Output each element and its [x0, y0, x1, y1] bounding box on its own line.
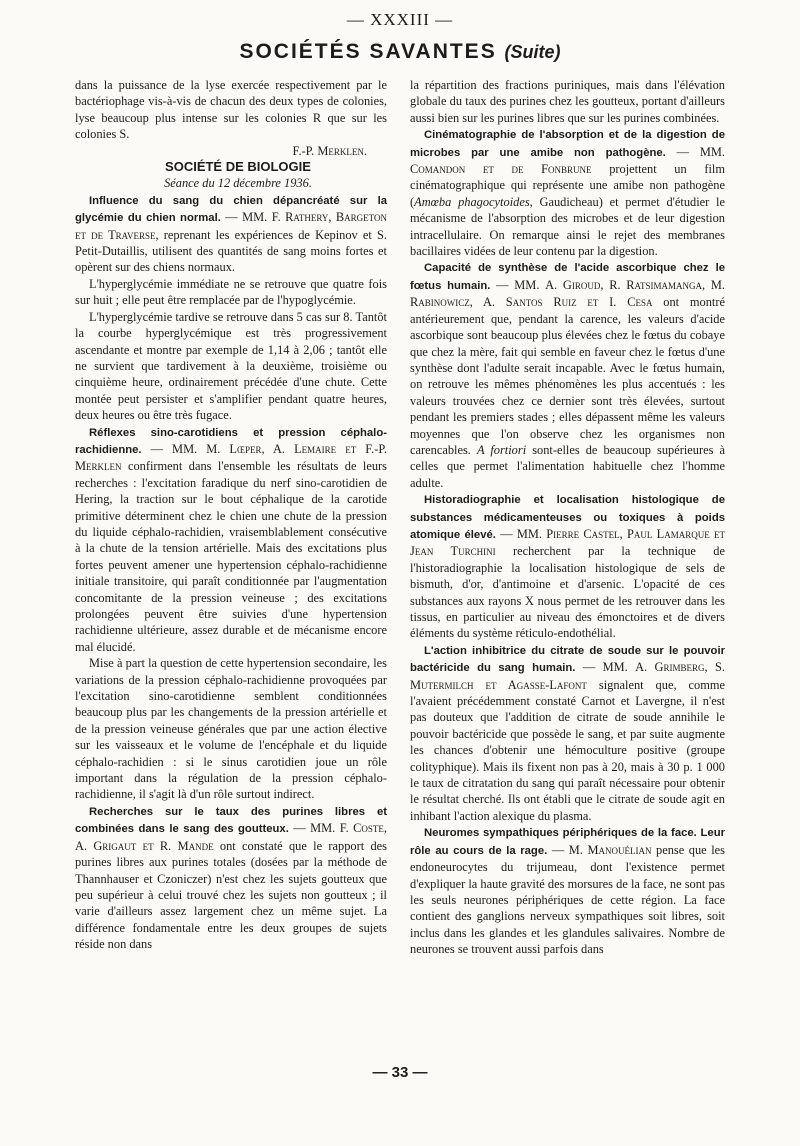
article-neuromes: Neuromes sympathiques périphériques de la face. Leur rôle au cours de la rage. — M. Manouélian pense que les endoneurocytes du trijumeau, dont l'existence permet d'expliquer la haute gravité des morsures de la face, ne sont pas les seuls neurones périphériques de cette région. La face contient des ganglions nerveux sympathiques soit libres, soit inclus dans les glandes et les glandules salivaires. Nombre de neurones se trouvent aussi parfois dans — [410, 827, 725, 957]
article-body: recherchent par la technique de l'historadiographie la localisation histologique de sels de bismuth, d'or, d'antimoine et d'arsenic. L'opacité de ces substances aux rayons X nous permet de les retrouver dans les tissus, en particulier au niveau des émonctoires et de divers éléments du système réticulo-endothélial. — [410, 544, 726, 641]
article-body: signalent que, comme l'avaient précédemment constaté Carnot et Lavergne, il n'est pas douteux que l'addition de citrate de soude annihile le pouvoir bactéricide que possède le sang, et par suite augmente les chances d'obtenir une hémoculture positive (groupe colityphique). Mais ils fixent non pas à 20, mais à 30 p. 1 000 le taux de citratation du sang qui paraît nécessaire pour obtenir le résultat cherché. Ils ont établi que le citrate de soude agit en inhibant l'action alexique du plasma. — [410, 677, 725, 823]
article-body: reprenant les expériences de Kepinov et S. Petit-Dutaillis, utilisent des quantités de sang moins fortes et opèrent sur des chiens normaux. — [75, 227, 387, 275]
page-title — [0, 40, 800, 64]
article-title: Neuromes sympathiques périphériques de la face. Leur rôle au cours de la rage. — [410, 827, 725, 857]
article-title: Influence du sang du chien dépancréaté sur la glycémie du chien normal. — [75, 194, 387, 225]
article-paragraph: L'hyperglycémie immédiate ne se retrouve que quatre fois sur huit ; elle peut être remplacée par de l'hypoglycémie. — [75, 276, 387, 308]
article-paragraph: L'hyperglycémie tardive se retrouve dans 5 cas sur 8. Tantôt la courbe hyperglycémique est très progressivement ascendante et montre par exemple de 1,14 à 2,06 ; tantôt elle ne survient que tardivement à la deuxième, troisième ou cinquième heure, ordinairement précédée d'une chute. Cette montée peut persister et s'amplifier pendant quatre heures, deux heures ou être très fugace. — [75, 309, 387, 423]
article-body: ont constaté que le rapport des purines libres aux purines totales (dosées par la méthode de Thannhauser et Czoniczer) n'est chez les sujets goutteux que peu supérieur à celui trouvé chez les sujets non goutteux ; il varie d'ailleurs assez largement chez un même sujet. La différence fondamentale entre les deux groupes de sujets réside non dans — [75, 838, 387, 952]
article-glycemie: Influence du sang du chien dépancréaté sur la glycémie du chien normal. — MM. F. Rathery, Bargeton et de Traverse, reprenant les expériences de Kepinov et S. Petit-Dutaillis, utilisent des quantités de sang moins fortes et opèrent sur des chiens normaux. — [75, 194, 387, 275]
article-body: pense que les endoneurocytes du trijumeau, dont l'existence permet d'expliquer la haute gravité des morsures de la face, ne sont pas les seuls neurones périphériques de cette région. La face contient des ganglions nerveux sympathiques soit libres, soit inclus dans les glandes et les glandules salivaires. Nombre de neurones se trouvent aussi parfois dans — [410, 842, 725, 957]
article-citrate: L'action inhibitrice du citrate de soude sur le pouvoir bactéricide du sang humain. — MM. A. Grimberg, S. Mutermilch et Agasse-Lafont signalent que, comme l'avaient précédemment constaté Carnot et Lavergne, il n'est pas douteux que l'addition de citrate de soude annihile le pouvoir bactéricide que possède le sang, et par suite augmente les chances d'obtenir une hémoculture positive (groupe colityphique). Mais ils fixent non pas à 20, mais à 30 p. 1 000 le taux de citratation du sang qui paraît nécessaire pour obtenir le résultat cherché. Ils ont établi que le citrate de soude agit en inhibant l'action alexique du plasma. — [410, 644, 725, 823]
article-historadiographie: Historadiographie et localisation histologique de substances médicamenteuses ou toxiques à poids atomique élevé. — MM. Pierre Castel, Paul Lamarque et Jean Turchini recherchent par la technique de l'historadiographie la localisation histologique de sels de bismuth, d'or, d'antimoine et d'arsenic. L'opacité de ces substances aux rayons X nous permet de les retrouver dans les tissus, en particulier au niveau des émonctoires et de divers éléments du système réticulo-endothélial. — [410, 494, 726, 641]
section-title: SOCIÉTÉ DE BIOLOGIE — [165, 159, 311, 175]
section-date: Séance du 12 décembre 1936. — [164, 176, 312, 191]
article-title: Réflexes sino-carotidiens et pression céphalo-rachidienne. — [75, 426, 387, 456]
article-title: Historadiographie et localisation histologique de substances médicamenteuses ou toxiques à poids atomique élevé. — [410, 494, 725, 541]
article-authors: M. Lœper, A. Lemaire et F.-P. Merklen — [75, 441, 387, 474]
article-authors: A. Grimberg, S. Mutermilch et Agasse-Lafont — [410, 660, 725, 692]
species-name: Amœba phagocytoides — [414, 194, 530, 209]
article-authors: Manouélian — [587, 842, 652, 857]
article-reflexes: Réflexes sino-carotidiens et pression céphalo-rachidienne. — MM. M. Lœper, A. Lemaire et F.-P. Merklen confirment dans l'ensemble les résultats de leurs recherches : l'excitation faradique du nerf sino-carotidien de Hering, la traction sur le bout céphalique de la carotide primitive déterminent chez le chien une chute de la pression du liquide céphalo-rachidien, vraisemblablement consécutive à la chute de la tension artérielle. Mais des excitations plus fortes peuvent amener une hypertension céphalo-rachidienne initiale transitoire, qui paraît conditionnée par l'augmentation concomitante de la pression veineuse ; des excitations prolongées peuvent être suivies d'une hypertension rachidienne ultérieure, assez durable et de mécanisme encore mal élucidé. — [75, 426, 387, 654]
right-column — [410, 77, 725, 958]
article-title: Recherches sur le taux des purines libres et combinées dans le sang des goutteux. — [75, 805, 387, 836]
intro-signature: F.-P. Merklen. — [292, 143, 367, 158]
article-title: Capacité de synthèse de l'acide ascorbique chez le fœtus humain. — [410, 262, 725, 292]
article-authors: A. Giroud, R. Ratsimamanga, M. Rabinowicz, A. Santos Ruiz et I. Cesa — [410, 277, 725, 310]
article-cinematographie: Cinématographie de l'absorption et de la digestion de microbes par une amibe non pathogène. — MM. Comandon et de Fonbrune projettent un film cinématographique qui représente une amibe non pathogène (Amœba phagocytoides, Gaudicheau) et permet d'étudier le mécanisme de l'absorption des microbes et de leur digestion intracellulaire. On remarque ainsi le rejet des membranes bacillaires vidées de leur contenu par la digestion. — [410, 129, 725, 259]
article-paragraph: Mise à part la question de cette hypertension secondaire, les variations de la pression céphalo-rachidienne provoquées par l'excitation sino-carotidienne semblent conditionnées beaucoup plus par les changements de la pression artérielle et de la pression veineuse générales que par une action élective sur les vaisseaux et le volume de l'encéphale et du liquide céphalo-rachidien : si le sinus carotidien joue un rôle important dans la régulation de la pression céphalo-rachidienne, il s'agit là d'un rôle surtout indirect. — [75, 656, 387, 802]
page-title-text: SOCIÉTÉS SAVANTES — [239, 40, 497, 63]
article-authors: Pierre Castel, Paul Lamarque et Jean Turchini — [410, 526, 725, 559]
article-purines: Recherches sur le taux des purines libres et combinées dans le sang des goutteux. — MM. F. Coste, A. Grigaut et R. Mande ont constaté que le rapport des purines libres aux purines totales (dosées par la méthode de Thannhauser et Czoniczer) n'est chez les sujets goutteux que peu supérieur à celui trouvé chez les sujets non goutteux ; il varie d'ailleurs assez largement chez un même sujet. La différence fondamentale entre les deux groupes de sujets réside non dans — [75, 805, 387, 952]
continuation-paragraph: la répartition des fractions puriniques, mais dans l'élévation globale du taux des purines chez les goutteux, portant d'ailleurs aussi bien sur les purines libres que sur les purines combinées. — [410, 78, 725, 125]
intro-paragraph: dans la puissance de la lyse exercée respectivement par le bactériophage vis-à-vis de chacun des deux types de colonies, lyse beaucoup plus intense sur les colonies R que sur les colonies S. — [75, 78, 387, 142]
article-body: confirment dans l'ensemble les résultats de leurs recherches : l'excitation faradique du nerf sino-carotidien de Hering, la traction sur le bout céphalique de la carotide primitive déterminent chez le chien une chute de la pression du liquide céphalo-rachidien, vraisemblablement consécutive à la chute de la tension artérielle. Mais des excitations plus fortes peuvent amener une hypertension céphalo-rachidienne initiale transitoire, qui paraît conditionnée par l'augmentation concomitante de la pression veineuse ; des excitations prolongées peuvent être suivies d'une hypertension rachidienne ultérieure, assez durable et de mécanisme encore mal élucidé. — [75, 459, 387, 654]
left-column — [75, 77, 387, 953]
page-number: — 33 — — [372, 1064, 428, 1081]
latin-phrase: A fortiori — [476, 442, 527, 457]
article-title: Cinématographie de l'absorption et de la digestion de microbes par une amibe non pathogène. — [410, 129, 725, 159]
article-authors: F. Coste, A. Grigaut et R. Mande — [75, 821, 387, 853]
article-authors: Comandon et de Fonbrune — [410, 162, 592, 177]
article-ascorbique: Capacité de synthèse de l'acide ascorbique chez le fœtus humain. — MM. A. Giroud, R. Ratsimamanga, M. Rabinowicz, A. Santos Ruiz et I. Cesa ont montré antérieurement que, pendant la carence, les valeurs d'acide ascorbique sont beaucoup plus élevées chez le fœtus du cobaye que chez la mère, fait qui semble en faveur chez le fœtus d'une synthèse dont l'adulte serait incapable. Avec le fœtus humain, on retrouve les mêmes phénomènes les plus accentués : les valeurs trouvées chez ce dernier sont très élevées, surtout pendant les premiers stades ; elles dépassent même les valeurs moyennes que l'on observe chez les organismes non carencables. A fortiori sont-elles de beaucoup supérieures à celles que permet l'alimentation habituelle chez l'homme adulte. — [410, 262, 725, 490]
page-title-suite: (Suite) — [504, 42, 561, 62]
article-title: L'action inhibitrice du citrate de soude sur le pouvoir bactéricide du sang humain. — [410, 644, 725, 675]
article-authors: F. Rathery, Bargeton et de Traverse, — [75, 210, 387, 242]
page-roman-numeral: — XXXIII — — [346, 10, 454, 29]
